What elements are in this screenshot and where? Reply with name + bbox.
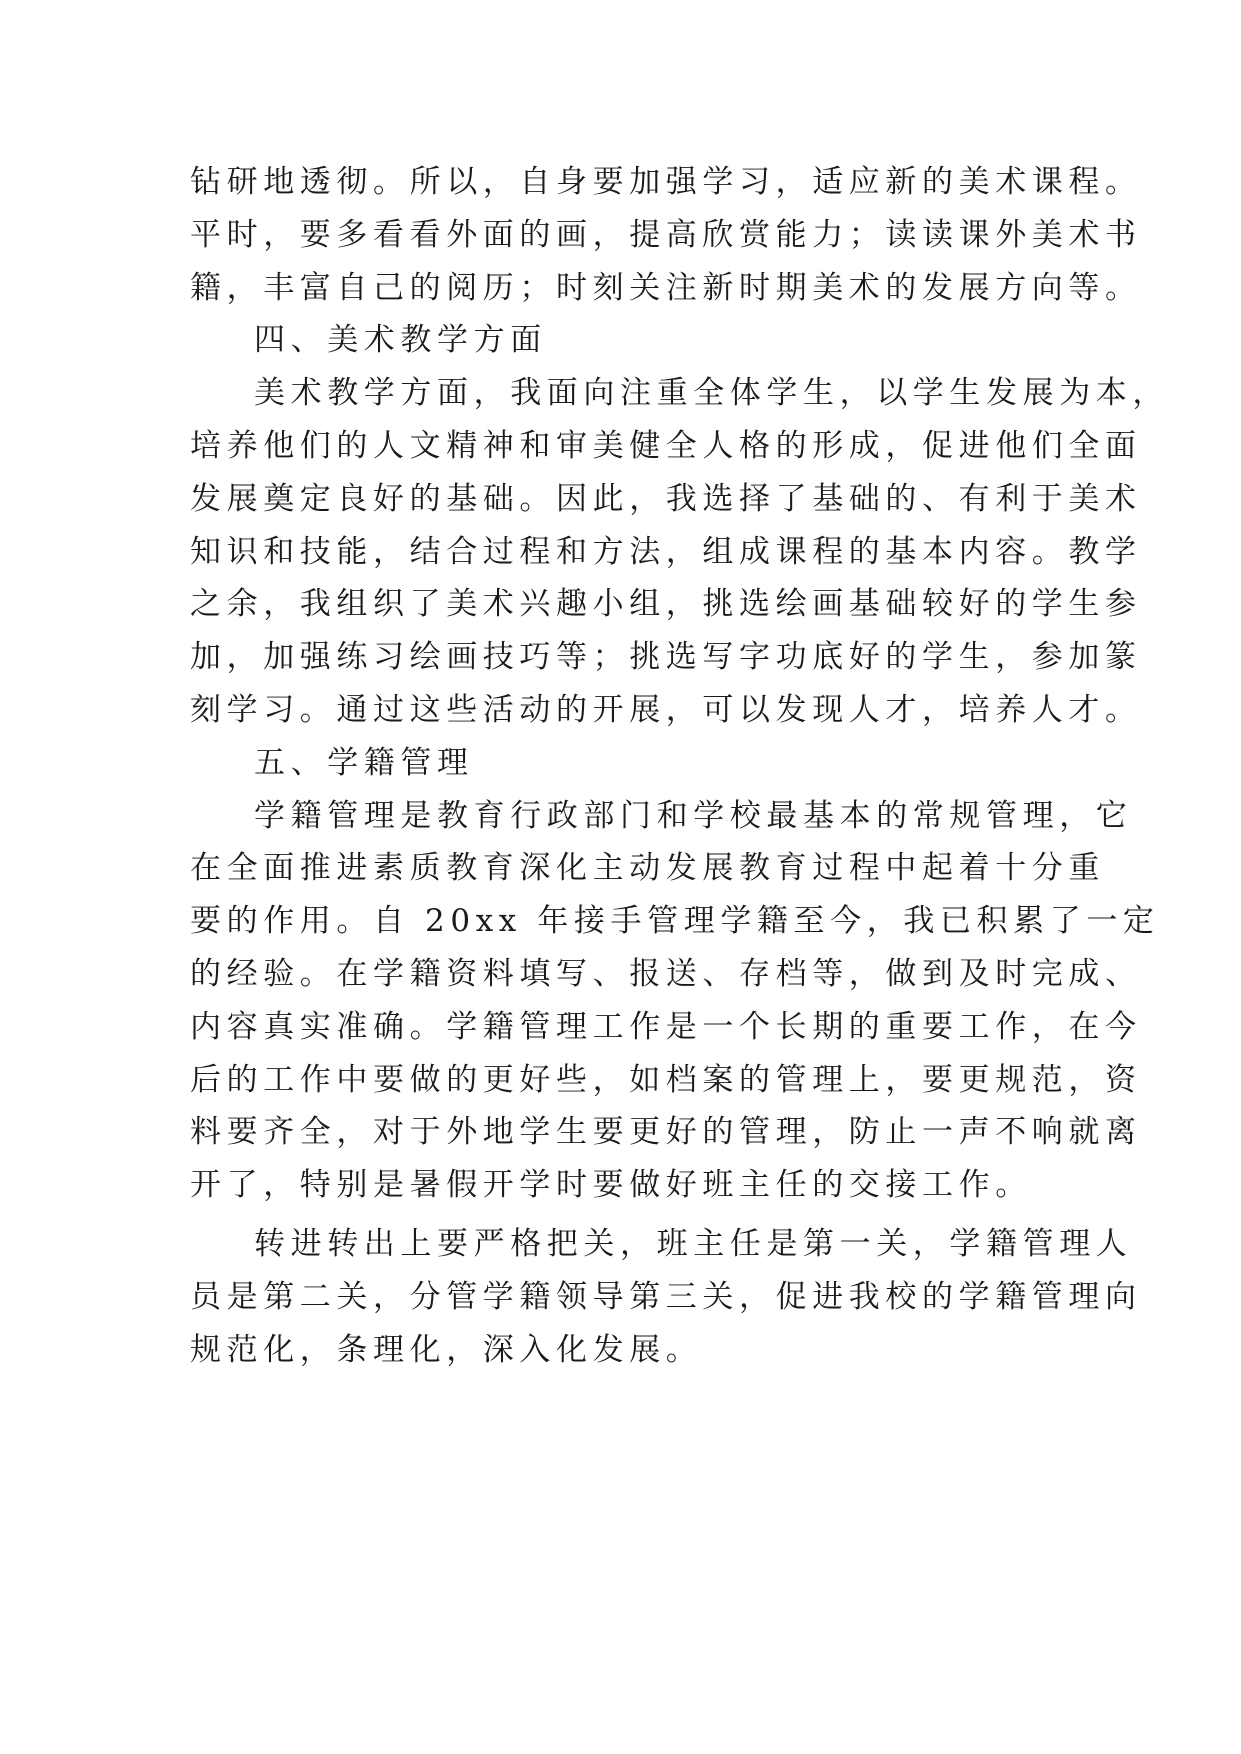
text-line: 转进转出上要严格把关，班主任是第一关，学籍管理人 xyxy=(254,1225,1133,1262)
text-line: 学籍管理是教育行政部门和学校最基本的常规管理，它 xyxy=(254,797,1133,834)
text-line: 加，加强练习绘画技巧等；挑选写字功底好的学生，参加篆 xyxy=(190,639,1142,676)
text-line: 要的作用。自 20xx 年接手管理学籍至今，我已积累了一定 xyxy=(190,903,1160,940)
text-line: 钻研地透彻。所以，自身要加强学习，适应新的美术课程。 xyxy=(190,164,1142,200)
text-line: 员是第二关，分管学籍领导第三关，促进我校的学籍管理向 xyxy=(190,1278,1142,1315)
text-line: 平时，要多看看外面的画，提高欣赏能力；读读课外美术书 xyxy=(190,216,1142,253)
text-line: 之余，我组织了美术兴趣小组，挑选绘画基础较好的学生参 xyxy=(190,586,1142,623)
document-body xyxy=(190,156,1169,1376)
text-line: 规范化，条理化，深入化发展。 xyxy=(190,1331,703,1368)
text-line: 籍，丰富自己的阅历；时刻关注新时期美术的发展方向等。 xyxy=(190,269,1142,306)
text-line: 发展奠定良好的基础。因此，我选择了基础的、有利于美术 xyxy=(190,480,1142,517)
text-line: 知识和技能，结合过程和方法，组成课程的基本内容。教学 xyxy=(190,533,1142,570)
text-line: 后的工作中要做的更好些，如档案的管理上，要更规范，资 xyxy=(190,1061,1142,1098)
text-line: 美术教学方面，我面向注重全体学生，以学生发展为本， xyxy=(254,375,1169,412)
section-heading-student-records: 五、学籍管理 xyxy=(254,744,474,781)
text-line: 的经验。在学籍资料填写、报送、存档等，做到及时完成、 xyxy=(190,955,1142,992)
section-heading-art-teaching: 四、美术教学方面 xyxy=(254,322,547,359)
text-line: 在全面推进素质教育深化主动发展教育过程中起着十分重 xyxy=(190,850,1105,887)
text-line: 料要齐全，对于外地学生要更好的管理，防止一声不响就离 xyxy=(190,1114,1142,1151)
text-line: 内容真实准确。学籍管理工作是一个长期的重要工作，在今 xyxy=(190,1008,1142,1045)
text-line: 培养他们的人文精神和审美健全人格的形成，促进他们全面 xyxy=(190,427,1142,464)
text-line: 开了，特别是暑假开学时要做好班主任的交接工作。 xyxy=(190,1167,1032,1204)
text-line: 刻学习。通过这些活动的开展，可以发现人才，培养人才。 xyxy=(190,691,1142,728)
